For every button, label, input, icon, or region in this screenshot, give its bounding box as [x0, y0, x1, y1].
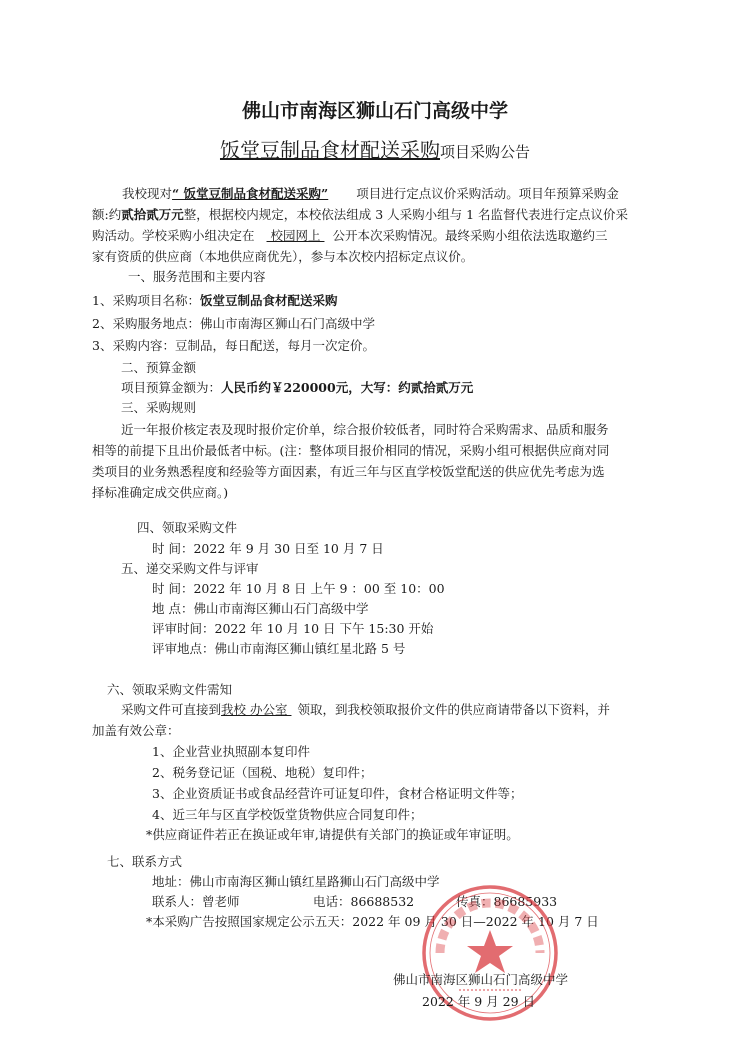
section-7-heading: 七、联系方式 — [107, 854, 183, 869]
section-3-heading: 三、采购规则 — [121, 400, 197, 415]
intro-project-name: “ 饭堂豆制品食材配送采购” — [172, 186, 329, 201]
contact-fax: 传真：86685933 — [456, 894, 558, 909]
school-title: 佛山市南海区狮山石门高级中学 — [241, 100, 508, 122]
intro-text: 公开本次采购情况。最终采购小组依法选取邀约三 — [332, 228, 608, 243]
section-2-heading: 二、预算金额 — [121, 360, 197, 375]
signature-org: 佛山市南海区狮山石门高级中学 — [393, 972, 569, 987]
section-1-item-3: 3、采购内容：豆制品，每日配送，每月一次定价。 — [92, 338, 375, 353]
pickup-office: 我校 办公室 — [221, 702, 292, 717]
intro-line-4: 家有资质的供应商（本地供应商优先），参与本次校内招标定点议价。 — [92, 249, 474, 264]
signature-date: 2022 年 9 月 29 日 — [422, 994, 536, 1009]
pickup-notice-line-2: 加盖有效公章： — [92, 723, 180, 738]
intro-line-3 — [92, 226, 607, 246]
review-time: 评审时间：2022 年 10 月 10 日 下午 15:30 开始 — [152, 621, 434, 636]
intro-text: 额:约 — [92, 207, 122, 222]
intro-text: 我校现对 — [122, 186, 173, 201]
contact-address: 地址：佛山市南海区狮山镇红星路狮山石门高级中学 — [152, 874, 440, 889]
intro-text: 项目进行定点议价采购活动。项目年预算采购金 — [356, 186, 619, 201]
pickup-notice-line-1 — [121, 700, 610, 720]
section-6-heading: 六、领取采购文件需知 — [107, 682, 233, 697]
section-4-heading: 四、领取采购文件 — [137, 520, 238, 535]
section-1-item-2: 2、采购服务地点：佛山市南海区狮山石门高级中学 — [92, 316, 375, 331]
announcement-title — [0, 134, 750, 163]
pickup-time: 时 间：2022 年 9 月 30 日至 10 月 7 日 — [152, 541, 384, 556]
section-5-heading: 五、递交采购文件与评审 — [121, 561, 259, 576]
item-label: 1、采购项目名称： — [92, 293, 200, 308]
notice-text: 领取，到我校领取报价文件的供应商请带备以下资料，并 — [297, 702, 610, 717]
review-place: 评审地点：佛山市南海区狮山镇红星北路 5 号 — [152, 641, 406, 656]
section-1-item-1 — [92, 291, 337, 311]
title-suffix: 项目采购公告 — [439, 143, 530, 161]
budget-label: 项目预算金额为： — [121, 380, 222, 395]
intro-line-2 — [92, 205, 628, 225]
required-doc-4: 4、近三年与区直学校饭堂货物供应合同复印件； — [152, 807, 423, 822]
required-doc-3: 3、企业资质证书或食品经营许可证复印件，食材合格证明文件等； — [152, 786, 523, 801]
intro-line-1 — [122, 184, 619, 204]
rules-line-1: 近一年报价核定表及现时报价定价单，综合报价较低者，同时符合采购需求、品质和服务 — [121, 422, 609, 437]
budget-line — [121, 378, 473, 398]
required-doc-2: 2、税务登记证（国税、地税）复印件； — [152, 765, 373, 780]
intro-text: 整，根据校内规定，本校依法组成 3 人采购小组与 1 名监督代表进行定点议价采 — [183, 207, 629, 222]
notice-text: 采购文件可直接到 — [121, 702, 222, 717]
rules-line-2: 相等的前提下且出价最低者中标。(注：整体项目报价相同的情况，采购小组可根据供应商对同 — [92, 443, 610, 458]
rules-line-3: 类项目的业务熟悉程度和经验等方面因素，有近三年与区直学校饭堂配送的供应优先考虑为选 — [92, 464, 605, 479]
publicity-period: *本采购广告按照国家规定公示五天：2022 年 09 月 30 日—2022 年 10 月 7 日 — [146, 914, 599, 929]
budget-value: 人民币约￥220000元，大写：约贰拾贰万元 — [221, 380, 474, 395]
contact-phone: 电话：86688532 — [313, 894, 415, 909]
item-value: 饭堂豆制品食材配送采购 — [199, 293, 338, 308]
submit-place: 地 点：佛山市南海区狮山石门高级中学 — [152, 601, 369, 616]
contact-person: 联系人：曾老师 — [152, 894, 240, 909]
intro-budget-amount: 贰拾贰万元 — [121, 207, 184, 222]
project-title: 饭堂豆制品食材配送采购 — [219, 138, 440, 162]
intro-text: 购活动。学校采购小组决定在 — [92, 228, 255, 243]
certificate-note: *供应商证件若正在换证或年审,请提供有关部门的换证或年审证明。 — [146, 827, 519, 842]
rules-line-4: 择标准确定成交供应商。) — [92, 485, 229, 500]
required-doc-1: 1、企业营业执照副本复印件 — [152, 744, 310, 759]
section-1-heading: 一、服务范围和主要内容 — [128, 269, 266, 284]
intro-publish-place: 校园网上 — [266, 228, 325, 243]
submit-time: 时 间：2022 年 10 月 8 日 上午 9 ：00 至 10：00 — [152, 581, 445, 596]
